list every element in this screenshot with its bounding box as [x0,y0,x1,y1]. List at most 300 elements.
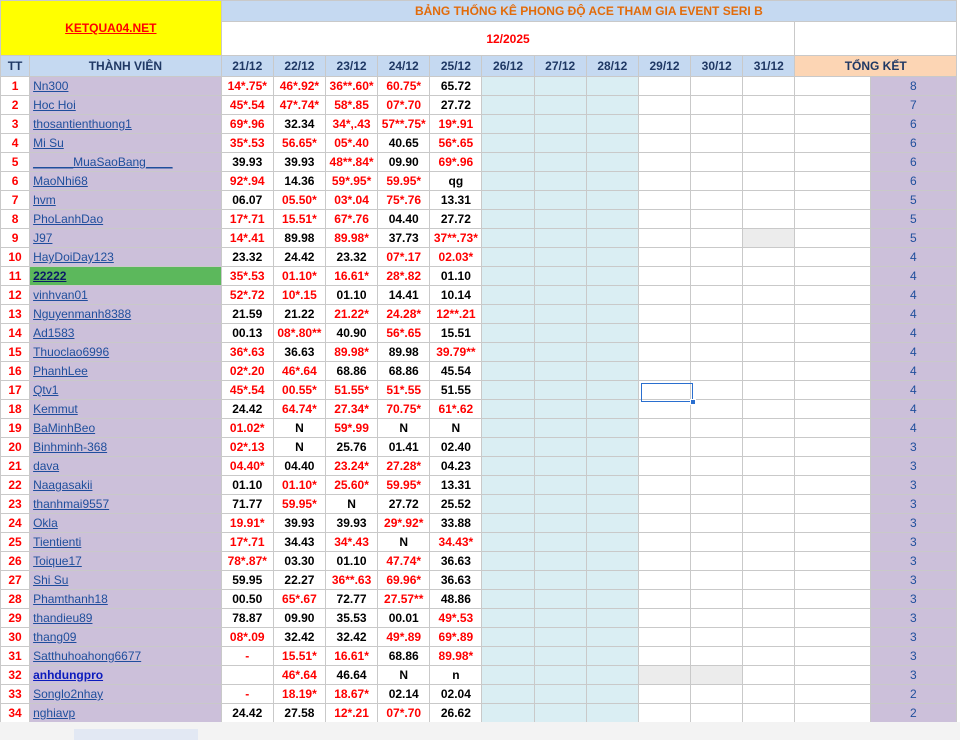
empty-result-cell[interactable] [534,400,586,419]
empty-result-cell[interactable] [638,362,690,381]
empty-result-cell[interactable] [691,647,743,666]
result-cell[interactable]: 12**.21 [430,305,482,324]
empty-result-cell[interactable] [534,495,586,514]
empty-result-cell[interactable] [691,115,743,134]
result-cell[interactable]: - [221,647,273,666]
empty-result-cell[interactable] [691,305,743,324]
empty-result-cell[interactable] [586,533,638,552]
result-cell[interactable]: 21.22* [325,305,377,324]
empty-result-cell[interactable] [586,77,638,96]
row-number-cell[interactable]: 16 [1,362,30,381]
total-score-cell[interactable]: 3 [870,438,956,457]
member-name-link[interactable]: Shi Su [30,571,222,590]
result-cell[interactable]: 14*.75* [221,77,273,96]
empty-result-cell[interactable] [743,305,795,324]
summary-blank-cell[interactable] [795,172,870,191]
member-name-link[interactable]: Ad1583 [30,324,222,343]
result-cell[interactable]: qg [430,172,482,191]
summary-blank-cell[interactable] [795,495,870,514]
empty-result-cell[interactable] [534,457,586,476]
empty-result-cell[interactable] [586,495,638,514]
summary-blank-cell[interactable] [795,96,870,115]
empty-result-cell[interactable] [586,267,638,286]
result-cell[interactable]: 45.54 [430,362,482,381]
empty-result-cell[interactable] [638,685,690,704]
result-cell[interactable]: 47.74* [378,552,430,571]
result-cell[interactable]: - [221,685,273,704]
member-name-link[interactable]: Hoc Hoi [30,96,222,115]
empty-result-cell[interactable] [586,476,638,495]
result-cell[interactable]: 58*.85 [325,96,377,115]
result-cell[interactable]: 48.86 [430,590,482,609]
empty-result-cell[interactable] [482,96,534,115]
row-number-cell[interactable]: 12 [1,286,30,305]
summary-blank-cell[interactable] [795,438,870,457]
empty-result-cell[interactable] [638,229,690,248]
result-cell[interactable]: 09.90 [378,153,430,172]
empty-result-cell[interactable] [743,571,795,590]
empty-result-cell[interactable] [586,191,638,210]
column-header-date[interactable]: 27/12 [534,56,586,77]
result-cell[interactable]: 24.42 [273,248,325,267]
empty-result-cell[interactable] [743,343,795,362]
empty-result-cell[interactable] [743,381,795,400]
result-cell[interactable]: 57**.75* [378,115,430,134]
empty-result-cell[interactable] [691,685,743,704]
result-cell[interactable]: 02*.20 [221,362,273,381]
row-number-cell[interactable]: 21 [1,457,30,476]
row-number-cell[interactable]: 30 [1,628,30,647]
result-cell[interactable]: 12*.21 [325,704,377,723]
empty-result-cell[interactable] [691,324,743,343]
total-score-cell[interactable]: 3 [870,552,956,571]
summary-blank-cell[interactable] [795,267,870,286]
empty-result-cell[interactable] [482,628,534,647]
empty-result-cell[interactable] [743,362,795,381]
result-cell[interactable]: 40.90 [325,324,377,343]
empty-result-cell[interactable] [534,381,586,400]
empty-result-cell[interactable] [586,685,638,704]
empty-result-cell[interactable] [743,324,795,343]
empty-result-cell[interactable] [482,115,534,134]
total-score-cell[interactable]: 5 [870,191,956,210]
result-cell[interactable]: 32.42 [325,628,377,647]
empty-result-cell[interactable] [482,191,534,210]
member-name-link[interactable]: Kemmut [30,400,222,419]
total-score-cell[interactable]: 3 [870,457,956,476]
empty-result-cell[interactable] [638,476,690,495]
result-cell[interactable]: 01.41 [378,438,430,457]
empty-result-cell[interactable] [534,210,586,229]
member-name-link[interactable]: Binhminh-368 [30,438,222,457]
empty-result-cell[interactable] [743,590,795,609]
result-cell[interactable]: 75*.76 [378,191,430,210]
result-cell[interactable]: 78*.87* [221,552,273,571]
empty-result-cell[interactable] [586,647,638,666]
month-title[interactable]: 12/2025 [221,22,795,56]
member-name-link[interactable]: PhoLanhDao [30,210,222,229]
empty-result-cell[interactable] [586,134,638,153]
row-number-cell[interactable]: 17 [1,381,30,400]
result-cell[interactable]: 59.95* [378,172,430,191]
result-cell[interactable]: 15.51* [273,647,325,666]
empty-result-cell[interactable] [586,229,638,248]
result-cell[interactable]: 17*.71 [221,533,273,552]
result-cell[interactable]: 59.95 [221,571,273,590]
empty-result-cell[interactable] [638,134,690,153]
empty-result-cell[interactable] [586,457,638,476]
result-cell[interactable] [221,666,273,685]
member-name-link[interactable]: MaoNhi68 [30,172,222,191]
empty-result-cell[interactable] [482,343,534,362]
empty-result-cell[interactable] [482,533,534,552]
result-cell[interactable]: 46*.64 [273,362,325,381]
empty-result-cell[interactable] [586,666,638,685]
result-cell[interactable]: 01.10 [325,286,377,305]
empty-result-cell[interactable] [691,362,743,381]
empty-result-cell[interactable] [743,533,795,552]
summary-blank-cell[interactable] [795,647,870,666]
result-cell[interactable]: 68.86 [325,362,377,381]
result-cell[interactable]: 39.93 [273,514,325,533]
result-cell[interactable]: 36.63 [430,571,482,590]
empty-result-cell[interactable] [482,77,534,96]
result-cell[interactable]: 35*.53 [221,267,273,286]
empty-result-cell[interactable] [691,438,743,457]
result-cell[interactable]: 78.87 [221,609,273,628]
total-score-cell[interactable]: 2 [870,685,956,704]
total-score-cell[interactable]: 4 [870,248,956,267]
column-header-date[interactable]: 28/12 [586,56,638,77]
result-cell[interactable]: 52*.72 [221,286,273,305]
empty-result-cell[interactable] [534,628,586,647]
member-name-link[interactable]: vinhvan01 [30,286,222,305]
result-cell[interactable]: 24.42 [221,704,273,723]
row-number-cell[interactable]: 15 [1,343,30,362]
total-score-cell[interactable]: 3 [870,533,956,552]
empty-result-cell[interactable] [743,267,795,286]
empty-result-cell[interactable] [638,153,690,172]
empty-result-cell[interactable] [743,134,795,153]
empty-result-cell[interactable] [638,172,690,191]
total-score-cell[interactable]: 8 [870,77,956,96]
empty-result-cell[interactable] [743,96,795,115]
empty-result-cell[interactable] [691,609,743,628]
result-cell[interactable]: 14.41 [378,286,430,305]
result-cell[interactable]: 01.10 [221,476,273,495]
result-cell[interactable]: 39.93 [273,153,325,172]
result-cell[interactable]: 39.79** [430,343,482,362]
result-cell[interactable]: N [378,666,430,685]
empty-result-cell[interactable] [638,191,690,210]
result-cell[interactable]: 01.10 [325,552,377,571]
member-name-link[interactable]: thosantienthuong1 [30,115,222,134]
result-cell[interactable]: 89.98* [325,229,377,248]
empty-result-cell[interactable] [586,552,638,571]
empty-result-cell[interactable] [691,229,743,248]
member-name-link[interactable]: Toique17 [30,552,222,571]
empty-result-cell[interactable] [743,666,795,685]
result-cell[interactable]: 07*.17 [378,248,430,267]
empty-result-cell[interactable] [534,419,586,438]
column-header-date[interactable]: 30/12 [691,56,743,77]
empty-result-cell[interactable] [534,229,586,248]
empty-result-cell[interactable] [586,419,638,438]
row-number-cell[interactable]: 22 [1,476,30,495]
result-cell[interactable]: 07*.70 [378,704,430,723]
result-cell[interactable]: 61*.62 [430,400,482,419]
result-cell[interactable]: 69*.89 [430,628,482,647]
empty-result-cell[interactable] [586,115,638,134]
result-cell[interactable]: 14*.41 [221,229,273,248]
row-number-cell[interactable]: 24 [1,514,30,533]
empty-result-cell[interactable] [586,96,638,115]
empty-result-cell[interactable] [743,419,795,438]
empty-result-cell[interactable] [638,552,690,571]
empty-result-cell[interactable] [534,286,586,305]
result-cell[interactable]: 35*.53 [221,134,273,153]
site-logo[interactable]: KETQUA04.NET [1,1,222,56]
result-cell[interactable]: 72.77 [325,590,377,609]
result-cell[interactable]: 15.51 [430,324,482,343]
row-number-cell[interactable]: 13 [1,305,30,324]
result-cell[interactable]: 25.76 [325,438,377,457]
total-score-cell[interactable]: 4 [870,267,956,286]
member-name-link[interactable]: Nguyenmanh8388 [30,305,222,324]
result-cell[interactable]: N [325,495,377,514]
total-score-cell[interactable]: 7 [870,96,956,115]
member-name-link[interactable]: hvm [30,191,222,210]
empty-result-cell[interactable] [482,134,534,153]
total-score-cell[interactable]: 3 [870,628,956,647]
result-cell[interactable]: 27.58 [273,704,325,723]
result-cell[interactable]: N [273,419,325,438]
empty-result-cell[interactable] [482,438,534,457]
total-score-cell[interactable]: 6 [870,172,956,191]
result-cell[interactable]: 56.65* [273,134,325,153]
member-name-link[interactable]: Phamthanh18 [30,590,222,609]
result-cell[interactable]: 29*.92* [378,514,430,533]
empty-result-cell[interactable] [586,571,638,590]
empty-result-cell[interactable] [534,191,586,210]
column-header-member[interactable]: THÀNH VIÊN [30,56,222,77]
empty-result-cell[interactable] [534,476,586,495]
empty-result-cell[interactable] [534,590,586,609]
member-name-link[interactable]: Naagasakii [30,476,222,495]
result-cell[interactable]: 19.91* [221,514,273,533]
empty-result-cell[interactable] [638,533,690,552]
result-cell[interactable]: 00.50 [221,590,273,609]
row-number-cell[interactable]: 6 [1,172,30,191]
fill-handle[interactable] [690,399,696,405]
result-cell[interactable]: 51.55 [430,381,482,400]
member-name-link[interactable]: Qtv1 [30,381,222,400]
result-cell[interactable]: 24.28* [378,305,430,324]
row-number-cell[interactable]: 11 [1,267,30,286]
empty-result-cell[interactable] [743,628,795,647]
empty-result-cell[interactable] [743,210,795,229]
summary-blank-cell[interactable] [795,134,870,153]
row-number-cell[interactable]: 29 [1,609,30,628]
member-name-link[interactable]: ______MuaSaoBang____ [30,153,222,172]
empty-result-cell[interactable] [534,343,586,362]
empty-result-cell[interactable] [534,305,586,324]
row-number-cell[interactable]: 19 [1,419,30,438]
result-cell[interactable]: 37**.73* [430,229,482,248]
empty-result-cell[interactable] [534,172,586,191]
result-cell[interactable]: N [273,438,325,457]
empty-result-cell[interactable] [691,571,743,590]
result-cell[interactable]: 17*.71 [221,210,273,229]
empty-result-cell[interactable] [638,343,690,362]
summary-blank-cell[interactable] [795,305,870,324]
empty-result-cell[interactable] [482,172,534,191]
total-score-cell[interactable]: 6 [870,153,956,172]
result-cell[interactable]: 06.07 [221,191,273,210]
empty-result-cell[interactable] [743,77,795,96]
empty-result-cell[interactable] [534,685,586,704]
empty-result-cell[interactable] [482,210,534,229]
empty-result-cell[interactable] [691,96,743,115]
empty-result-cell[interactable] [743,438,795,457]
total-score-cell[interactable]: 4 [870,343,956,362]
result-cell[interactable]: 15.51* [273,210,325,229]
row-number-cell[interactable]: 31 [1,647,30,666]
empty-result-cell[interactable] [691,419,743,438]
column-header-date[interactable]: 21/12 [221,56,273,77]
empty-result-cell[interactable] [691,248,743,267]
result-cell[interactable]: 56*.65 [378,324,430,343]
result-cell[interactable]: 23.24* [325,457,377,476]
empty-result-cell[interactable] [691,666,743,685]
member-name-link[interactable]: J97 [30,229,222,248]
empty-result-cell[interactable] [482,514,534,533]
empty-result-cell[interactable] [482,153,534,172]
result-cell[interactable]: 59.95* [273,495,325,514]
result-cell[interactable]: 37.73 [378,229,430,248]
result-cell[interactable]: 04.40 [273,457,325,476]
empty-result-cell[interactable] [534,115,586,134]
empty-result-cell[interactable] [586,381,638,400]
column-header-date[interactable]: 22/12 [273,56,325,77]
result-cell[interactable]: 49*.53 [430,609,482,628]
empty-result-cell[interactable] [638,590,690,609]
member-name-link[interactable]: Nn300 [30,77,222,96]
result-cell[interactable]: 46.64 [325,666,377,685]
result-cell[interactable]: 27.28* [378,457,430,476]
column-header-date[interactable]: 29/12 [638,56,690,77]
result-cell[interactable]: 00.01 [378,609,430,628]
empty-result-cell[interactable] [482,704,534,723]
summary-blank-cell[interactable] [795,476,870,495]
total-score-cell[interactable]: 3 [870,476,956,495]
result-cell[interactable]: 01.10* [273,267,325,286]
empty-result-cell[interactable] [691,77,743,96]
empty-result-cell[interactable] [482,457,534,476]
summary-blank-cell[interactable] [795,115,870,134]
empty-result-cell[interactable] [638,248,690,267]
empty-result-cell[interactable] [691,704,743,723]
empty-result-cell[interactable] [691,514,743,533]
result-cell[interactable]: 02.04 [430,685,482,704]
empty-result-cell[interactable] [638,419,690,438]
empty-result-cell[interactable] [638,96,690,115]
empty-result-cell[interactable] [743,153,795,172]
summary-blank-cell[interactable] [795,153,870,172]
result-cell[interactable]: 27.72 [430,96,482,115]
result-cell[interactable]: 89.98* [325,343,377,362]
result-cell[interactable]: 19*.91 [430,115,482,134]
result-cell[interactable]: 01.02* [221,419,273,438]
row-number-cell[interactable]: 2 [1,96,30,115]
result-cell[interactable]: 59*.95* [325,172,377,191]
result-cell[interactable]: 60.75* [378,77,430,96]
empty-result-cell[interactable] [691,191,743,210]
empty-result-cell[interactable] [743,229,795,248]
member-name-link[interactable]: PhanhLee [30,362,222,381]
empty-result-cell[interactable] [482,324,534,343]
empty-result-cell[interactable] [482,286,534,305]
result-cell[interactable]: 46*.64 [273,666,325,685]
empty-result-cell[interactable] [691,552,743,571]
empty-result-cell[interactable] [638,210,690,229]
member-name-link[interactable]: HayDoiDay123 [30,248,222,267]
result-cell[interactable]: 04.23 [430,457,482,476]
result-cell[interactable]: 25.60* [325,476,377,495]
empty-result-cell[interactable] [638,77,690,96]
result-cell[interactable]: 18.19* [273,685,325,704]
empty-result-cell[interactable] [638,514,690,533]
result-cell[interactable]: 27.57** [378,590,430,609]
empty-result-cell[interactable] [638,286,690,305]
empty-result-cell[interactable] [743,286,795,305]
sheet-banner-title[interactable]: BẢNG THỐNG KÊ PHONG ĐỘ ACE THAM GIA EVENT SERI B [221,1,956,22]
empty-result-cell[interactable] [534,514,586,533]
member-name-link[interactable]: Thuoclao6996 [30,343,222,362]
row-number-cell[interactable]: 20 [1,438,30,457]
empty-result-cell[interactable] [638,457,690,476]
total-score-cell[interactable]: 2 [870,704,956,723]
summary-blank-cell[interactable] [795,533,870,552]
result-cell[interactable]: 49*.89 [378,628,430,647]
result-cell[interactable]: 08*.80** [273,324,325,343]
result-cell[interactable]: 36**.63 [325,571,377,590]
empty-result-cell[interactable] [638,115,690,134]
result-cell[interactable]: 21.59 [221,305,273,324]
result-cell[interactable]: 45*.54 [221,381,273,400]
result-cell[interactable]: 33.88 [430,514,482,533]
empty-result-cell[interactable] [743,248,795,267]
summary-blank-cell[interactable] [795,514,870,533]
sheet-tab-strip[interactable] [74,729,198,740]
result-cell[interactable]: 14.36 [273,172,325,191]
empty-result-cell[interactable] [534,571,586,590]
member-name-link[interactable]: Okla [30,514,222,533]
empty-result-cell[interactable] [691,400,743,419]
result-cell[interactable]: 26.62 [430,704,482,723]
empty-result-cell[interactable] [534,647,586,666]
total-score-cell[interactable]: 4 [870,286,956,305]
member-name-link[interactable]: thanhmai9557 [30,495,222,514]
result-cell[interactable]: 02.03* [430,248,482,267]
result-cell[interactable]: 13.31 [430,476,482,495]
empty-result-cell[interactable] [482,609,534,628]
row-number-cell[interactable]: 8 [1,210,30,229]
result-cell[interactable]: 03*.04 [325,191,377,210]
result-cell[interactable]: 65.72 [430,77,482,96]
empty-result-cell[interactable] [482,647,534,666]
empty-result-cell[interactable] [482,590,534,609]
